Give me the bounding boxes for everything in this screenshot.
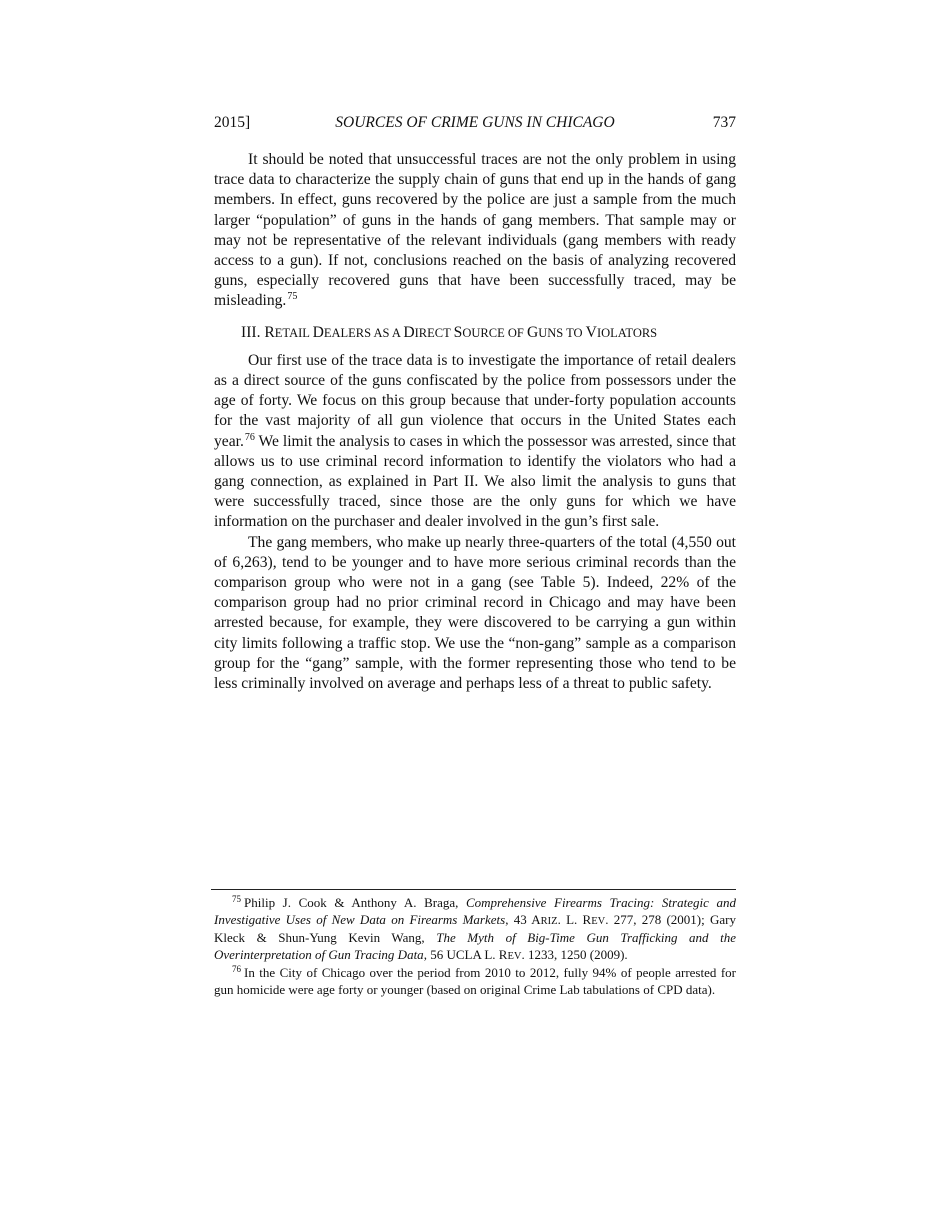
footnote-76	[214, 965, 736, 998]
footnote-76-text: In the City of Chicago over the period from 2010 to 2012, fully 94% of people arrested for gun homicide were age forty or younger (based on original Crime Lab tabulations of CPD data).	[214, 965, 736, 997]
footnote-divider	[211, 889, 736, 890]
paragraph-2	[214, 351, 736, 533]
footnote-number: 75	[232, 894, 241, 904]
footnote-75: $^{75}$ Philip J. Cook & Anthony A. Braga, Comprehensive Firearms Tracing: Strategic and Investigative Uses of New Data on Firearms Markets, 43 ARIZ. L. REV. 277, 278 (2001); Gary Kleck & Shun-Yung Kevin Wang, The Myth of Big-Time Gun Trafficking and the Overinterpretation of Gun Tracing Data, 56 UCLA L. REV. 1233, 1250 (2009).	[214, 894, 736, 962]
cited-title: The Myth of Big-Time Gun Trafficking and the Overinterpretation of Gun Tracing Data	[214, 930, 736, 962]
header-title: SOURCES OF CRIME GUNS IN CHICAGO	[335, 114, 615, 131]
footnotes	[214, 895, 736, 999]
page-number: 737	[712, 114, 736, 131]
paragraph-2-text-b: We limit the analysis to cases in which the possessor was arrested, since that allows us to use criminal record information to identify the violators who had a gang connection, as explained in Part II. We also limit the analysis to guns that were successfully traced, since those are the only guns for which we have information on the purchaser and dealer involved in the gun’s first sale.	[214, 432, 736, 531]
footnote-number: 76	[232, 964, 241, 975]
paragraph-3-text: The gang members, who make up nearly three-quarters of the total (4,550 out of 6,263), tend to be younger and to have more serious criminal records than the comparison group who were not in a gang (see Table 5). Indeed, 22% of the comparison group had no prior criminal record in Chicago and may have been arrested because, for example, they were discovered to be carrying a gun within city limits following a traffic stop. We use the “non-gang” sample as a comparison group for the “gang” sample, with the former representing those who tend to be less criminally involved on average and perhaps less of a threat to public safety.	[214, 533, 736, 693]
paragraph-1-text: It should be noted that unsuccessful traces are not the only problem in using trace data to characterize the supply chain of guns that end up in the hands of gang members. In effect, guns recovered by the police are just a sample from the much larger “population” of guns in the hands of gang members. That sample may or may not be representative of the relevant individuals (gang members with ready access to a gun). If not, conclusions reached on the basis of analyzing recovered guns, especially recovered guns that have been successfully traced, may be misleading.	[214, 151, 736, 310]
paragraph-3	[214, 533, 736, 695]
footnote-ref-75[interactable]: 75	[287, 291, 298, 303]
footnote-ref-76[interactable]: 76	[244, 431, 255, 443]
heading-numeral: III.	[241, 323, 265, 341]
running-header	[214, 113, 736, 133]
cited-title: Comprehensive Firearms Tracing: Strategic and Investigative Uses of New Data on Firearms Markets	[214, 895, 736, 927]
section-heading: III. RETAIL DEALERS AS A DIRECT SOURCE OF GUNS TO VIOLATORS	[241, 323, 658, 341]
paragraph-2-text-a: Our first use of the trace data is to investigate the importance of retail dealers as a direct source of the guns confiscated by the police from possessors under the age of forty. We focus on this group because that under-forty population accounts for the vast majority of all gun violence that occurs in the United States each year.	[214, 351, 736, 450]
main-text	[214, 150, 736, 694]
paragraph-1	[214, 150, 736, 312]
header-year: 2015]	[214, 114, 251, 131]
